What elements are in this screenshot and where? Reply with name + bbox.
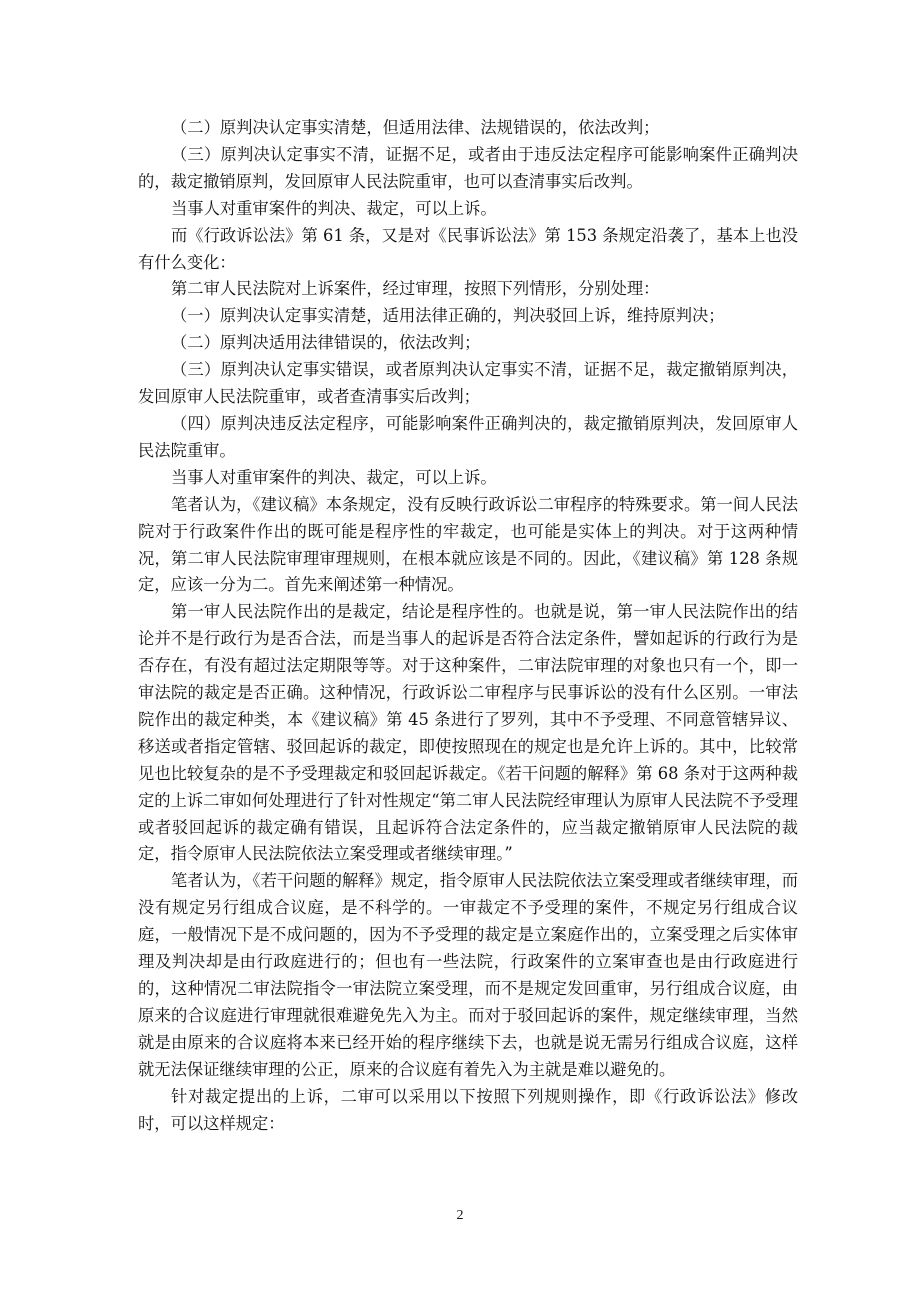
paragraph: 笔者认为，《若干问题的解释》规定，指令原审人民法院依法立案受理或者继续审理，而没有规定另行组成合议庭，是不科学的。一审裁定不予受理的案件，不规定另行组成合议庭，一般情况下是不成问题的，因为不予受理的裁定是立案庭作出的，立案受理之后实体审理及判决却是由行政庭进行的；但也有一些法院，行政案件的立案审查也是由行政庭进行的，这种情况二审法院指令一审法院立案受理，而不是规定发回重审，另行组成合议庭，由原来的合议庭进行审理就很难避免先入为主。而对于驳回起诉的案件，规定继续审理，当然就是由原来的合议庭将本来已经开始的程序继续下去，也就是说无需另行组成合议庭，这样就无法保证继续审理的公正，原来的合议庭有着先入为主就是难以避免的。	[138, 871, 798, 1079]
paragraph: 针对裁定提出的上诉，二审可以采用以下按照下列规则操作，即《行政诉讼法》修改时，可以这样规定：	[138, 1086, 798, 1133]
paragraph: （一）原判决认定事实清楚，适用法律正确的，判决驳回上诉，维持原判决；	[171, 306, 725, 326]
paragraph: （四）原判决违反法定程序，可能影响案件正确判决的，裁定撤销原判决，发回原审人民法院重审。	[138, 413, 798, 460]
paragraph: （三）原判决认定事实不清，证据不足，或者由于违反法定程序可能影响案件正确判决的，裁定撤销原判，发回原审人民法院重审，也可以查清事实后改判。	[138, 144, 798, 191]
paragraph: （二）原判决适用法律错误的，依法改判；	[171, 333, 481, 353]
paragraph: 而《行政诉讼法》第 61 条，又是对《民事诉讼法》第 153 条规定沿袭了，基本上也没有什么变化：	[138, 225, 798, 272]
paragraph: 当事人对重审案件的判决、裁定，可以上诉。	[171, 467, 497, 487]
paragraph: 笔者认为，《建议稿》本条规定，没有反映行政诉讼二审程序的特殊要求。第一间人民法院对于行政案件作出的既可能是程序性的牢裁定，也可能是实体上的判决。对于这两种情况，第二审人民法院审理审理规则，在根本就应该是不同的。因此，《建议稿》第 128 条规定，应该一分为二。首先来阐述第一种情况。	[138, 494, 798, 595]
paragraph: 第一审人民法院作出的是裁定，结论是程序性的。也就是说，第一审人民法院作出的结论并不是行政行为是否合法，而是当事人的起诉是否符合法定条件，譬如起诉的行政行为是否存在，有没有超过法定期限等等。对于这种案件，二审法院审理的对象也只有一个，即一审法院的裁定是否正确。这种情况，行政诉讼二审程序与民事诉讼的没有什么区别。一审法院作出的裁定种类，本《建议稿》第 45 条进行了罗列，其中不予受理、不同意管辖异议、移送或者指定管辖、驳回起诉的裁定，即使按照现在的规定也是允许上诉的。其中，比较常见也比较复杂的是不予受理裁定和驳回起诉裁定。《若干问题的解释》第 68 条对于这两种裁定的上诉二审如何处理进行了针对性规定“第二审人民法院经审理认为原审人民法院不予受理或者驳回起诉的裁定确有错误，且起诉符合法定条件的，应当裁定撤销原审人民法院的裁定，指令原审人民法院依法立案受理或者继续审理。”	[138, 602, 798, 864]
paragraph: （三）原判决认定事实错误，或者原判决认定事实不清，证据不足，裁定撤销原判决，发回原审人民法院重审，或者查清事实后改判；	[138, 360, 798, 407]
paragraph: （二）原判决认定事实清楚，但适用法律、法规错误的，依法改判；	[171, 118, 660, 137]
page-number: 2	[456, 1208, 464, 1223]
document-body	[138, 115, 798, 1137]
paragraph: 第二审人民法院对上诉案件，经过审理，按照下列情形，分别处理：	[171, 279, 660, 299]
paragraph: 当事人对重审案件的判决、裁定，可以上诉。	[171, 198, 497, 218]
